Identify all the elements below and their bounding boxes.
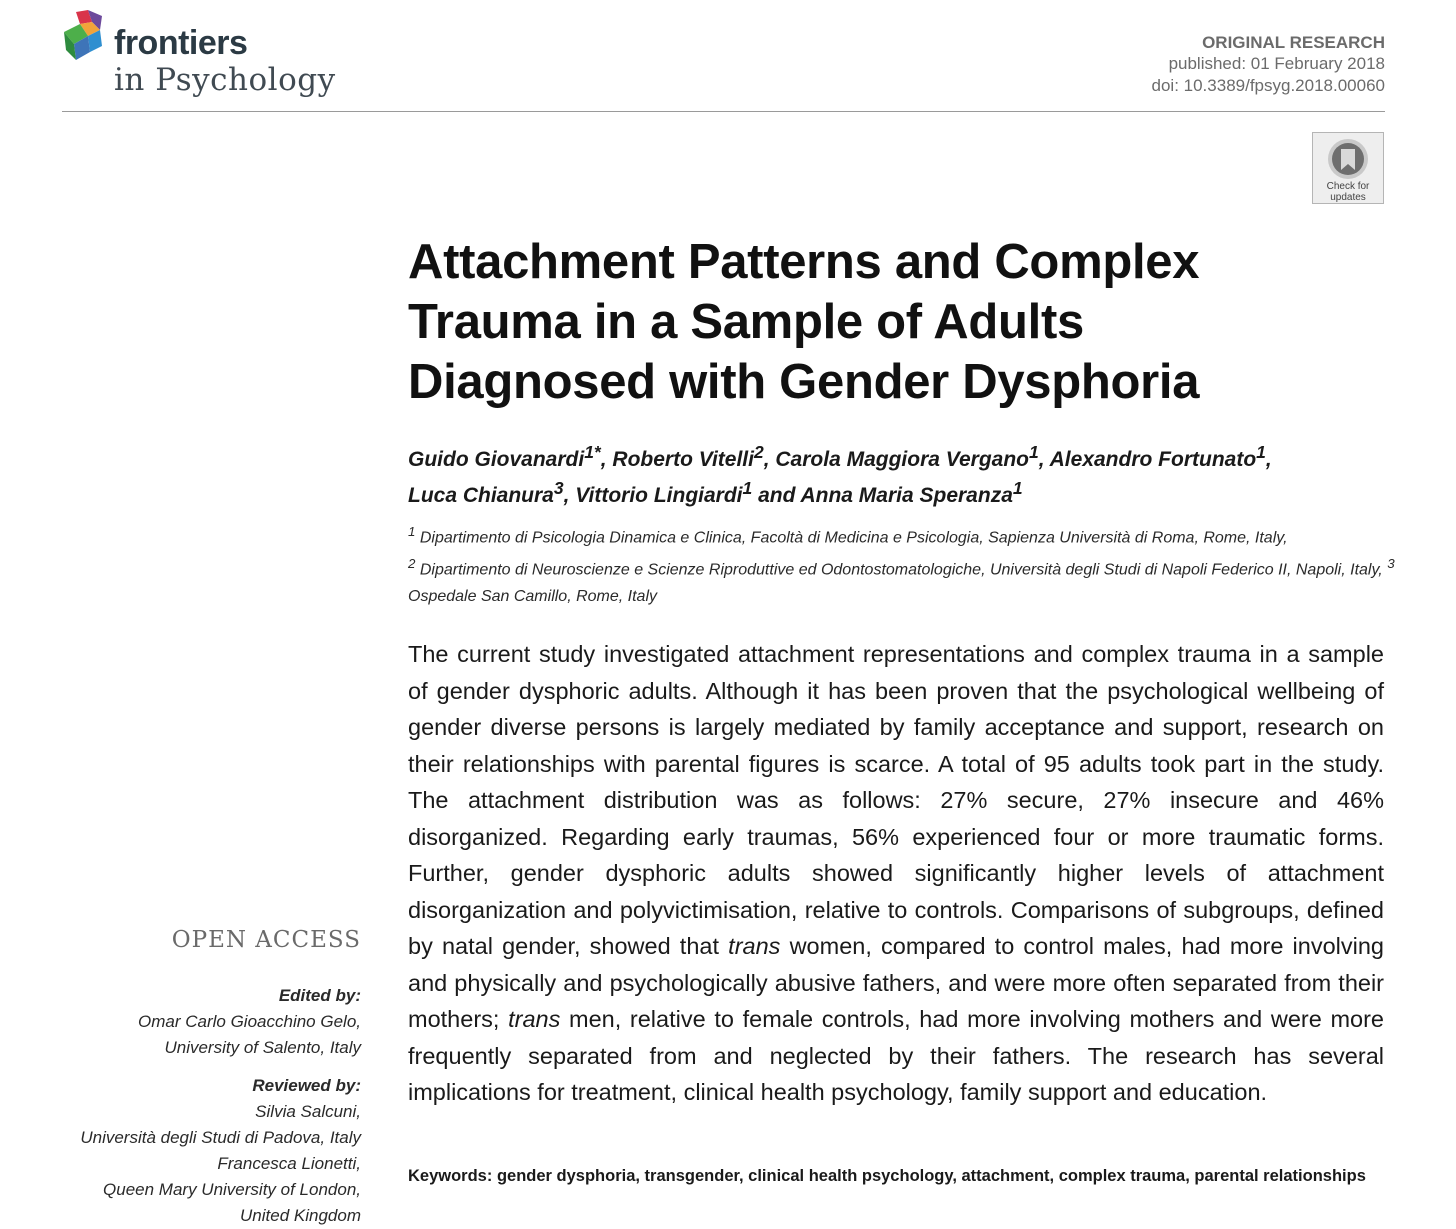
abstract — [408, 636, 1384, 1111]
title-line: Trauma in a Sample of Adults — [408, 295, 1084, 349]
reviewed-by-label: Reviewed by: — [252, 1076, 361, 1095]
edited-by-label: Edited by: — [278, 986, 361, 1005]
author-affil-sup: 2 — [753, 442, 764, 462]
doi[interactable]: doi: 10.3389/fpsyg.2018.00060 — [1151, 76, 1385, 95]
editor-line[interactable]: Omar Carlo Gioacchino Gelo, — [138, 1012, 361, 1031]
article-title — [408, 232, 1368, 412]
author-affil-sup: 1 — [1256, 442, 1266, 462]
check-updates-line-2: updates — [1330, 192, 1366, 203]
keywords-label: Keywords: — [408, 1167, 493, 1185]
reviewer-line: United Kingdom — [240, 1206, 361, 1225]
logo-wordmark: frontiers — [114, 24, 248, 62]
reviewer-line: Queen Mary University of London, — [103, 1180, 361, 1199]
frontiers-cube-icon — [62, 10, 112, 66]
published-date: published: 01 February 2018 — [1168, 54, 1385, 73]
reviewer-line[interactable]: Silvia Salcuni, — [255, 1102, 361, 1121]
keywords — [408, 1164, 1384, 1188]
affil-sup: 3 — [1387, 556, 1395, 572]
author-separator: , — [600, 448, 613, 471]
affiliation-text: Dipartimento di Psicologia Dinamica e Clinica, Facoltà di Medicina e Psicologia, Sapienza Università di Roma, Rome, Italy, — [415, 529, 1288, 547]
abstract-text: The current study investigated attachment representations and complex trauma in a sample of gender dysphoric adults. Although it has been proven that the psychological wellbeing of gender diverse persons is largely mediated by family acceptance and support, research on their relationships with parental figures is scarce. A total of 95 adults took part in the study. The attachment distribution was as follows: 27% secure, 27% insecure and 46% disorganized. Regarding early traumas, 56% experienced four or more traumatic forms. Further, gender dysphoric adults showed significantly higher levels of attachment disorganization and polyvictimisation, relative to controls. Comparisons of subgroups, defined by natal gender, showed that — [408, 641, 1384, 959]
check-updates-line-1: Check for — [1326, 181, 1370, 192]
article-type: ORIGINAL RESEARCH — [1202, 33, 1385, 52]
check-for-updates-badge[interactable] — [1312, 132, 1384, 204]
header-divider — [62, 111, 1385, 112]
bookmark-icon — [1326, 137, 1370, 181]
author-separator: , — [1038, 448, 1050, 471]
affiliation-text: Dipartimento di Neuroscienze e Scienze Riproduttive ed Odontostomatologiche, Università degli Studi di Napoli Federico II, Napoli, Italy, — [415, 561, 1383, 579]
reviewed-by-block — [80, 1073, 361, 1229]
author-name[interactable]: Anna Maria Speranza — [800, 484, 1013, 507]
affiliations — [408, 519, 1398, 610]
author-list — [408, 438, 1398, 510]
author-separator: , — [1265, 448, 1272, 471]
reviewer-line: Università degli Studi di Padova, Italy — [80, 1128, 361, 1147]
author-name[interactable]: Roberto Vitelli — [612, 448, 754, 471]
author-affil-sup: 1* — [584, 442, 601, 462]
logo-journal-name: in Psychology — [114, 62, 336, 98]
abstract-emphasis: trans — [508, 1006, 561, 1032]
author-name[interactable]: Luca Chianura — [408, 484, 554, 507]
keywords-text: gender dysphoria, transgender, clinical health psychology, attachment, complex trauma, parental relationships — [492, 1167, 1366, 1185]
editor-line: University of Salento, Italy — [164, 1038, 361, 1057]
abstract-emphasis: trans — [728, 933, 781, 959]
article-meta — [1152, 33, 1385, 97]
author-affil-sup: 1 — [742, 478, 753, 498]
author-separator: and — [752, 484, 801, 507]
affil-sup: 2 — [408, 556, 416, 572]
author-name[interactable]: Guido Giovanardi — [408, 448, 585, 471]
author-name[interactable]: Alexandro Fortunato — [1049, 448, 1257, 471]
abstract-text: men, relative to female controls, had more involving mothers and were more frequently separated from and neglected by their fathers. The research has several implications for treatment, clinical health psychology, family support and education. — [408, 1006, 1385, 1105]
reviewer-line[interactable]: Francesca Lionetti, — [217, 1154, 361, 1173]
author-affil-sup: 1 — [1012, 478, 1023, 498]
open-access-label: OPEN ACCESS — [171, 927, 361, 953]
author-name[interactable]: Vittorio Lingiardi — [575, 484, 743, 507]
affiliation-text: Ospedale San Camillo, Rome, Italy — [408, 587, 657, 605]
author-separator: , — [563, 484, 576, 507]
author-affil-sup: 3 — [553, 478, 564, 498]
edited-by-block — [138, 983, 361, 1061]
author-affil-sup: 1 — [1029, 442, 1039, 462]
journal-logo[interactable] — [62, 10, 362, 102]
author-separator: , — [763, 448, 776, 471]
author-name[interactable]: Carola Maggiora Vergano — [775, 448, 1030, 471]
affil-sup: 1 — [408, 524, 416, 539]
title-line: Diagnosed with Gender Dysphoria — [408, 355, 1200, 409]
abstract-text: women, compared to control males, had more involving and physically and psychologically abusive fathers, and were more often separated from their mothers; — [408, 933, 1384, 1032]
title-line: Attachment Patterns and Complex — [408, 235, 1200, 289]
